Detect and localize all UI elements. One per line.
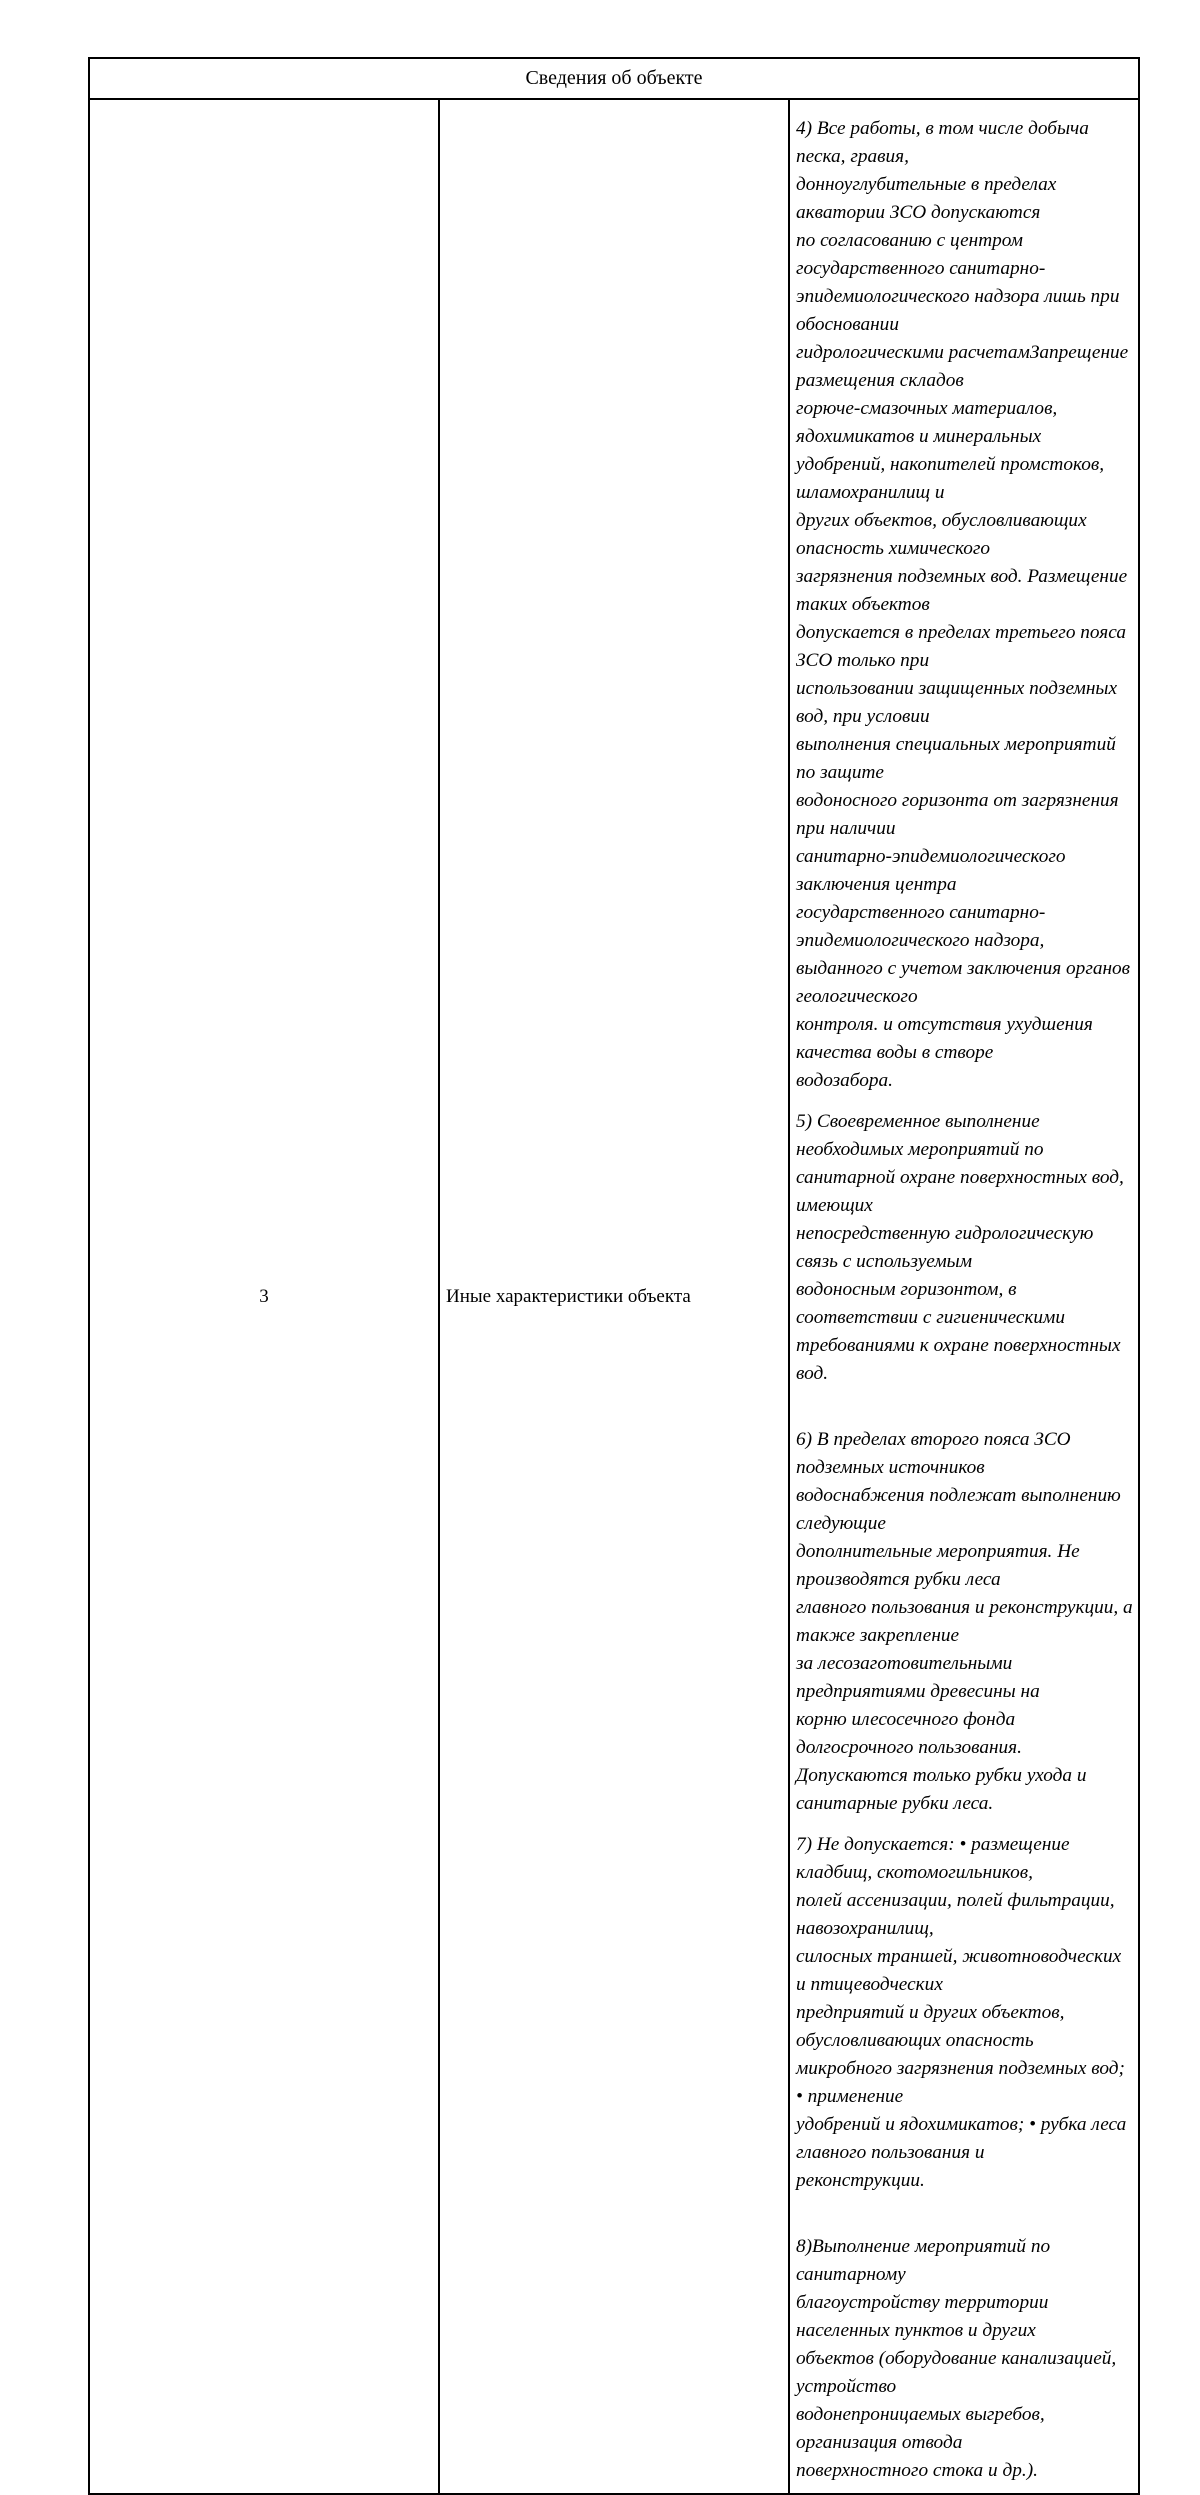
paragraph-4: 4) Все работы, в том числе добыча песка, гравия, донноуглубительные в пределах акватории ЗСО допускаются по согласованию с центром государственного санитарно- эпидемиологического надзора лишь при обосновании гидрологическими расчетамЗапрещение размещения складов горюче-смазочных материалов, ядохимикатов и минеральных удобрений, накопителей промстоков, шламохранилищ и других объектов, обусловливающих опасность химического загрязнения подземных вод. Размещение таких объектов допускается в пределах третьего пояса ЗСО только при использовании защищенных подземных вод, при условии выполнения специальных мероприятий по защите водоносного горизонта от загрязнения при наличии санитарно-эпидемиологического заключения центра государственного санитарно-эпидемиологического надзора, выданного с учетом заключения органов геологического контроля. и отсутствия ухудшения качества воды в створе водозабора. [796,118,1131,1091]
paragraph-7: 7) Не допускается: • размещение кладбищ, скотомогильников, полей ассенизации, полей фильтрации, навозохранилищ, силосных траншей, животноводческих и птицеводческих предприятий и других объектов, обусловливающих опасность микробного загрязнения подземных вод; • применение удобрений и ядохимикатов; • рубка леса главного пользования и реконструкции. [796,1834,1127,2191]
info-table [88,57,1140,2495]
row-content [789,99,1139,2494]
paragraph-5: 5) Своевременное выполнение необходимых мероприятий по санитарной охране поверхностных вод, имеющих непосредственную гидрологическую связь с используемым водоносным горизонтом, в соответствии с гигиеническими требованиями к охране поверхностных вод. [796,1111,1124,1384]
paragraph-8: 8)Выполнение мероприятий по санитарному благоустройству территории населенных пунктов и других объектов (оборудование канализацией, устройство водонепроницаемых выгребов, организация отвода поверхностного стока и др.). [796,2236,1117,2481]
row-number: 3 [89,99,439,2494]
paragraph-6: 6) В пределах второго пояса ЗСО подземных источников водоснабжения подлежат выполнению следующие дополнительные мероприятия. Не производятся рубки леса главного пользования и реконструкции, а также закрепление за лесозаготовительными предприятиями древесины на корню илесосечного фонда долгосрочного пользования. Допускаются только рубки ухода и санитарные рубки леса. [796,1429,1133,1814]
table-row [89,99,1139,2494]
row-label: Иные характеристики объекта [439,99,789,2494]
table-header-row [89,58,1139,99]
table-header: Сведения об объекте [89,58,1139,99]
